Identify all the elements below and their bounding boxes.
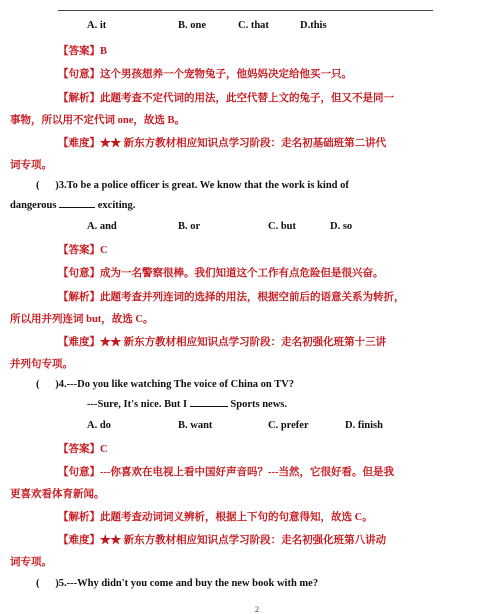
q4-stem-after-blank: Sports news. <box>230 399 287 410</box>
q4-difficulty-line2: 词专项。 <box>10 557 52 568</box>
q2-option-c: C. that <box>238 20 269 31</box>
q4-option-d: D. finish <box>345 420 383 431</box>
q3-stem: 3.To be a police officer is great. We know that the work is kind of <box>58 180 349 191</box>
q3-option-d: D. so <box>330 221 353 232</box>
q3-blank <box>59 207 95 208</box>
q4-translation-line1: 【句意】---你喜欢在电视上看中国好声音吗？---当然，它很好看。但是我 <box>58 467 394 478</box>
q3-stem-after-blank: exciting. <box>97 200 136 211</box>
q4-line1 <box>36 379 294 390</box>
q5-line1 <box>36 578 318 589</box>
q3-line1 <box>36 180 349 191</box>
q4-blank <box>190 406 228 407</box>
q4-analysis: 【解析】此题考查动词词义辨析，根据上下句的句意得知，故选 C。 <box>58 512 373 523</box>
q2-answer: 【答案】B <box>58 46 108 57</box>
page-number: 2 <box>255 605 259 614</box>
q3-analysis-line2: 所以用并列连词 but，故选 C。 <box>10 314 154 325</box>
q3-answer-bracket: ( ) <box>36 180 59 191</box>
q4-option-b: B. want <box>178 420 213 431</box>
q5-answer-bracket: ( ) <box>36 578 59 589</box>
q2-difficulty-line2: 词专项。 <box>10 160 52 171</box>
q2-translation: 【句意】这个男孩想养一个宠物兔子，他妈妈决定给他买一只。 <box>58 69 352 80</box>
q3-difficulty-line2: 并列句专项。 <box>10 359 73 370</box>
q3-stem-before-blank: dangerous <box>10 200 57 211</box>
q2-option-a: A. it <box>87 20 107 31</box>
q3-option-c: C. but <box>268 221 297 232</box>
q4-translation-line2: 更喜欢看体育新闻。 <box>10 489 105 500</box>
q3-analysis-line1: 【解析】此题考查并列连词的选择的用法，根据空前后的语意关系为转折， <box>58 292 405 303</box>
q3-option-a: A. and <box>87 221 117 232</box>
q3-translation: 【句意】成为一名警察很棒。我们知道这个工作有点危险但是很兴奋。 <box>58 268 384 279</box>
q4-line2 <box>87 399 287 410</box>
q4-answer: 【答案】C <box>58 444 108 455</box>
q4-option-a: A. do <box>87 420 111 431</box>
q4-difficulty-line1: 【难度】★★ 新东方教材相应知识点学习阶段：走名初强化班第八讲动 <box>58 535 387 546</box>
q4-option-c: C. prefer <box>268 420 309 431</box>
q2-analysis-line1: 【解析】此题考查不定代词的用法，此空代替上文的兔子，但又不是同一 <box>58 93 394 104</box>
q4-answer-bracket: ( ) <box>36 379 59 390</box>
q2-analysis-line2: 事物，所以用不定代词 one，故选 B。 <box>10 115 186 126</box>
q4-stem: 4.---Do you like watching The voice of China on TV? <box>58 379 295 390</box>
q2-difficulty-line1: 【难度】★★ 新东方教材相应知识点学习阶段：走名初基础班第二讲代 <box>58 138 387 149</box>
top-rule <box>58 10 433 11</box>
q2-option-b: B. one <box>178 20 207 31</box>
q4-stem-before-blank: ---Sure, It's nice. But I <box>87 399 188 410</box>
q3-line2 <box>10 200 135 211</box>
q5-stem: 5.---Why didn't you come and buy the new book with me? <box>58 578 319 589</box>
q2-option-d: D.this <box>300 20 327 31</box>
q3-difficulty-line1: 【难度】★★ 新东方教材相应知识点学习阶段：走名初强化班第十三讲 <box>58 337 387 348</box>
q3-option-b: B. or <box>178 221 201 232</box>
q3-answer: 【答案】C <box>58 245 108 256</box>
